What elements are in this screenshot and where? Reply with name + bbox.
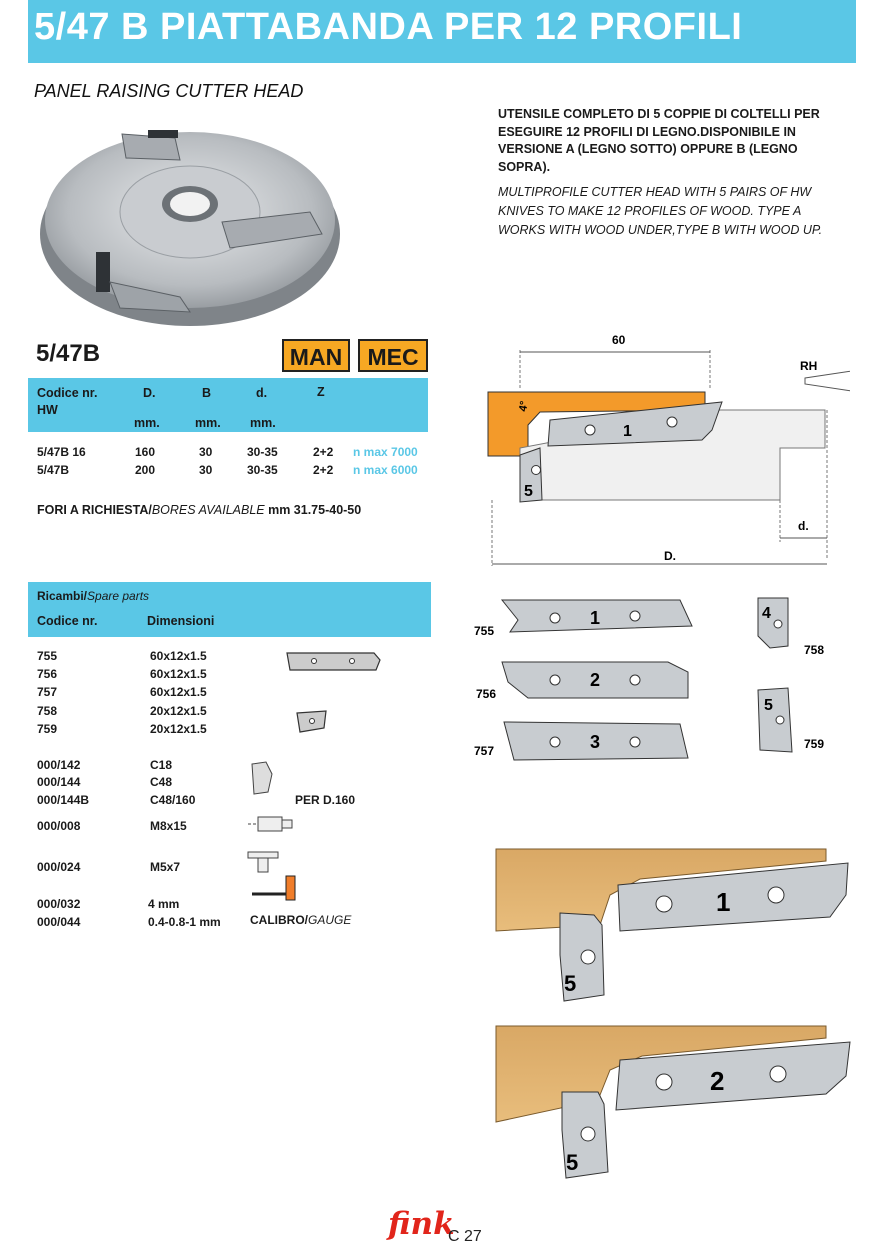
- bores-values: mm 31.75-40-50: [264, 503, 362, 517]
- spare-code: 000/142: [37, 758, 81, 772]
- profile2-knife-num: 2: [710, 1066, 725, 1096]
- row2-bore: 30-35: [247, 463, 278, 477]
- spare-code: 000/144B: [37, 793, 90, 807]
- col-b-header: B: [202, 386, 212, 400]
- bores-it: FORI A RICHIESTA/: [37, 503, 152, 517]
- badge-mec: MEC: [358, 339, 428, 372]
- knife-758-code: 758: [804, 643, 825, 657]
- spare-code: 000/008: [37, 819, 81, 833]
- page-title: 5/47 B PIATTABANDA PER 12 PROFILI: [34, 6, 743, 48]
- spare-dim: M5x7: [150, 860, 181, 874]
- spare-dim: 20x12x1.5: [150, 704, 207, 718]
- unit-b: mm.: [195, 416, 221, 430]
- angle-label: 4°: [517, 400, 531, 413]
- row2-rpm: n max 6000: [353, 463, 418, 477]
- spares-col-code: Codice nr.: [37, 614, 98, 628]
- knife-759-num: 5: [764, 697, 773, 714]
- bores-en: BORES AVAILABLE: [151, 503, 265, 517]
- profile2-small-num: 5: [566, 1150, 579, 1175]
- unit-bore: mm.: [250, 416, 276, 430]
- col-bore-header: d.: [256, 386, 268, 400]
- knife-755-code: 755: [474, 624, 495, 638]
- knife-short-icon: [294, 708, 330, 736]
- technical-drawing: [480, 330, 850, 575]
- brand-logo: fink: [388, 1206, 455, 1242]
- spare-code: 757: [37, 685, 58, 699]
- col-d-header: D.: [143, 386, 156, 400]
- gauge-it: CALIBRO/: [250, 913, 308, 927]
- profile1-knife-num: 1: [716, 887, 731, 917]
- spare-code: 000/044: [37, 915, 81, 929]
- col-code-header: Codice nr.: [37, 386, 98, 400]
- allen-key-icon: [250, 872, 302, 902]
- spare-dim: C18: [150, 758, 173, 772]
- per-d160-note: PER D.160: [295, 793, 356, 807]
- gauge-en: GAUGE: [308, 913, 352, 927]
- spare-dim: 0.4-0.8-1 mm: [148, 915, 221, 929]
- dim-d-big-label: D.: [664, 549, 676, 563]
- gauge-note: [250, 913, 351, 927]
- drawing-knife5-label: 5: [524, 483, 533, 500]
- spare-dim: 4 mm: [148, 897, 180, 911]
- row2-code: 5/47B: [37, 463, 70, 477]
- spare-code: 758: [37, 704, 58, 718]
- description-italian: UTENSILE COMPLETO DI 5 COPPIE DI COLTELLI PER ESEGUIRE 12 PROFILI DI LEGNO.DISPONIBILE IN VERSIONE A (LEGNO SOTTO) OPPURE B (LEGNO SOPRA).: [498, 107, 820, 174]
- knife-758-num: 4: [762, 605, 771, 622]
- spares-title-it: Ricambi/: [37, 589, 88, 603]
- row2-d: 200: [135, 463, 156, 477]
- rh-label: RH: [800, 359, 818, 373]
- gib-icon: [248, 760, 282, 796]
- spare-dim: 60x12x1.5: [150, 667, 207, 681]
- row1-code: 5/47B 16: [37, 445, 86, 459]
- row1-bore: 30-35: [247, 445, 278, 459]
- knife-759-code: 759: [804, 737, 825, 751]
- badge-man: MAN: [282, 339, 350, 372]
- dim-60-label: 60: [612, 333, 626, 347]
- spare-code: 759: [37, 722, 58, 736]
- spare-code: 756: [37, 667, 58, 681]
- knife-755-num: 1: [590, 608, 601, 628]
- spare-dim: C48/160: [150, 793, 196, 807]
- page-number: C 27: [448, 1228, 482, 1245]
- unit-d: mm.: [134, 416, 160, 430]
- row2-b: 30: [199, 463, 213, 477]
- spare-code: 000/024: [37, 860, 81, 874]
- spare-dim: 60x12x1.5: [150, 685, 207, 699]
- profile-drawing-2: [490, 1020, 860, 1185]
- col-code-header-hw: HW: [37, 403, 58, 417]
- col-z-header: Z: [317, 385, 325, 399]
- knife-757-code: 757: [474, 744, 495, 758]
- spare-code: 000/144: [37, 775, 81, 789]
- spare-dim: C48: [150, 775, 173, 789]
- description-english: MULTIPROFILE CUTTER HEAD WITH 5 PAIRS OF HW KNIVES TO MAKE 12 PROFILES OF WOOD. TYPE A WORKS WITH WOOD UNDER,TYPE B WITH WOOD UP.: [498, 185, 823, 237]
- knife-set: [470, 590, 850, 770]
- bores-note: [37, 503, 361, 517]
- row1-b: 30: [199, 445, 213, 459]
- spare-dim: 20x12x1.5: [150, 722, 207, 736]
- spares-col-dim: Dimensioni: [147, 614, 215, 628]
- product-photo: [30, 112, 342, 330]
- profile-drawing-1: [490, 845, 860, 1005]
- spare-code: 000/032: [37, 897, 81, 911]
- drawing-knife1-label: 1: [623, 423, 632, 440]
- model-code: 5/47B: [36, 340, 101, 367]
- spares-title-en: Spare parts: [87, 589, 150, 603]
- subtitle: PANEL RAISING CUTTER HEAD: [34, 81, 304, 101]
- spare-code: 755: [37, 649, 58, 663]
- spare-dim: 60x12x1.5: [150, 649, 207, 663]
- row1-z: 2+2: [313, 445, 334, 459]
- spares-title: [37, 589, 149, 603]
- knife-756-num: 2: [590, 670, 601, 690]
- profile1-small-num: 5: [564, 971, 577, 996]
- spare-dim: M8x15: [150, 819, 187, 833]
- knife-756-code: 756: [476, 687, 497, 701]
- row1-d: 160: [135, 445, 156, 459]
- row1-rpm: n max 7000: [353, 445, 418, 459]
- knife-757-num: 3: [590, 732, 601, 752]
- dim-d-small-label: d.: [798, 519, 809, 533]
- screw-m8-icon: [248, 814, 296, 834]
- knife-long-icon: [284, 650, 384, 674]
- row2-z: 2+2: [313, 463, 334, 477]
